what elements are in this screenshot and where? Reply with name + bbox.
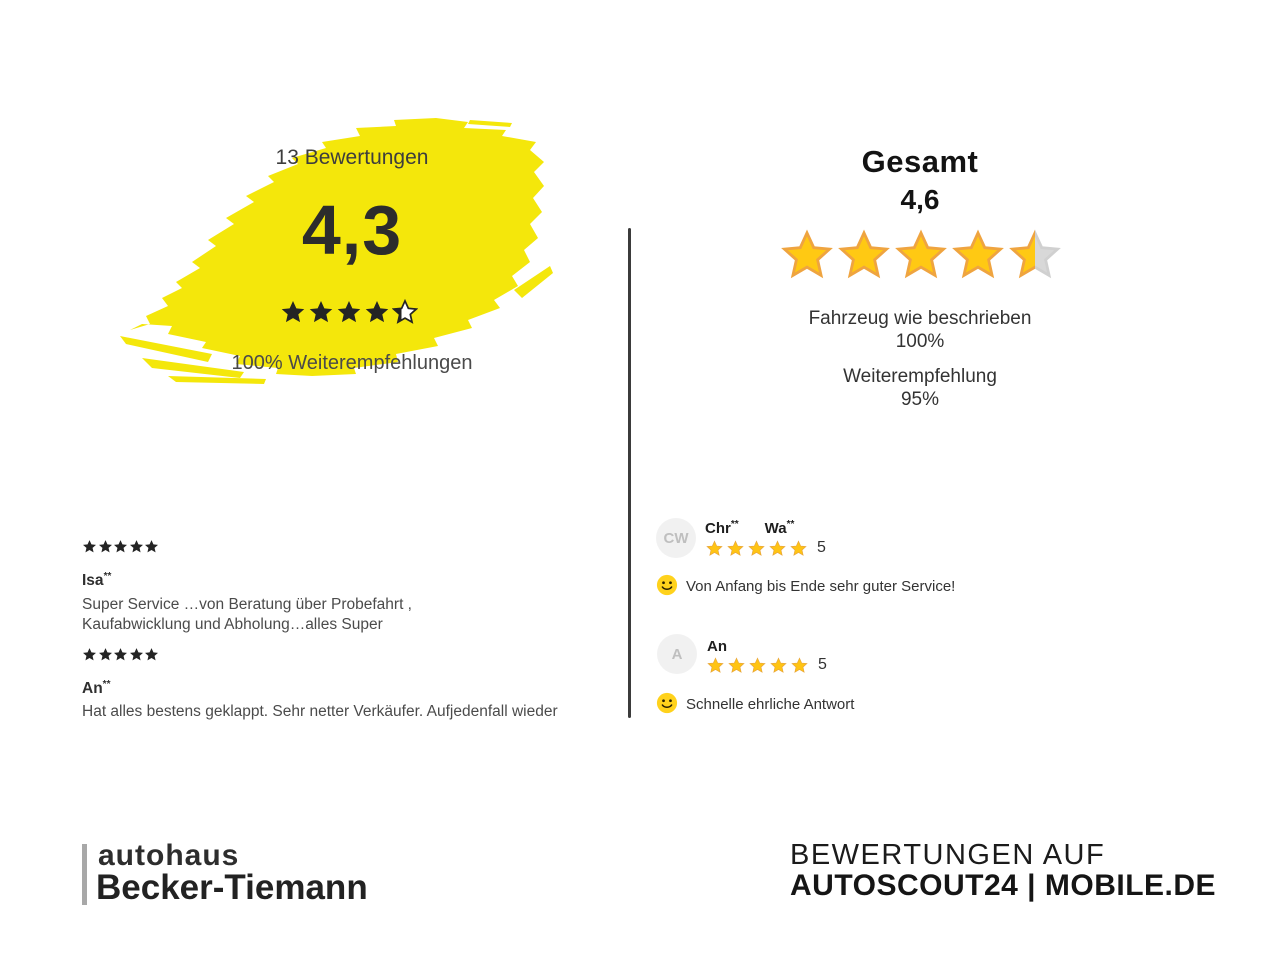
star-icon [727,540,744,557]
reviewer-name-suffix: ** [102,679,111,690]
reviewer-name-suffix: ** [103,571,112,582]
star-icon [895,229,947,281]
overall-score-value: 4,6 [900,184,940,215]
metric-vehicle-as-described-label: Fahrzeug wie beschrieben [808,308,1032,329]
dealer-logo-line1: autohaus [98,839,240,872]
half-star-icon [1009,229,1061,281]
stars-value: 5 [818,656,827,673]
star-icon [706,540,723,557]
reviewer-name-text: An [707,638,727,655]
star-icon [769,540,786,557]
star-icon [113,647,128,662]
star-icon [770,657,787,674]
avatar: CW [656,518,696,558]
review-star-rating [707,656,827,674]
reviewer-name-text: An [82,680,103,698]
reviewer-name-suffix: ** [730,519,739,530]
review-star-rating [706,539,826,557]
star-icon [113,539,128,554]
reviewer-name-text: Chr [705,520,731,537]
reviewer-name [707,637,727,655]
metric-recommendation-label: Weiterempfehlung [843,366,997,387]
star-icon [98,647,113,662]
star-icon [791,657,808,674]
dealer-logo-line2: Becker-Tiemann [96,868,368,907]
star-icon [129,539,144,554]
star-icon [838,229,890,281]
left-star-rating [279,299,419,325]
star-icon [790,540,807,557]
star-icon [364,299,390,325]
stars-value: 5 [817,539,826,556]
review-text-line: Hat alles bestens geklappt. Sehr netter Verkäufer. Aufjedenfall wieder [82,703,558,720]
star-icon [749,657,766,674]
overall-title: Gesamt [861,144,979,179]
left-score-value: 4,3 [301,191,403,269]
section-divider [628,228,631,718]
star-icon [781,229,833,281]
review-star-rating [82,647,160,662]
star-icon [336,299,362,325]
platforms-heading: BEWERTUNGEN AUF [790,839,1106,871]
metric-recommendation-value: 95% [900,389,940,410]
reviews-count-label: 13 Bewertungen [275,146,429,169]
reviewer-name-text: Wa [764,520,787,537]
review-comment: Von Anfang bis Ende sehr guter Service! [686,578,956,595]
platforms-names: AUTOSCOUT24 | MOBILE.DE [790,869,1217,902]
star-icon [707,657,724,674]
dealer-logo-bar [82,844,87,905]
star-icon [82,539,97,554]
smiley-icon [656,692,678,714]
review-text-line: Super Service …von Beratung über Probefahrt , [82,596,412,613]
reviewer-name-text: Isa [82,572,104,590]
reviewer-name [82,571,111,590]
review-star-rating [82,539,160,554]
review-text-line: Kaufabwicklung und Abholung…alles Super [82,616,383,633]
smiley-icon [656,574,678,596]
partial-star-icon [392,299,418,325]
star-icon [728,657,745,674]
reviewer-name [705,519,794,537]
star-icon [82,647,97,662]
avatar: A [657,634,697,674]
star-icon [144,647,159,662]
star-icon [98,539,113,554]
reviewer-name [82,679,110,698]
star-icon [308,299,334,325]
star-icon [952,229,1004,281]
star-icon [129,647,144,662]
overall-star-rating [778,229,1063,281]
metric-vehicle-as-described-value: 100% [895,331,945,352]
star-icon [748,540,765,557]
recommendation-label: 100% Weiterempfehlungen [231,352,473,374]
review-comment: Schnelle ehrliche Antwort [686,696,855,713]
star-icon [144,539,159,554]
reviewer-name-suffix: ** [786,519,795,530]
star-icon [280,299,306,325]
